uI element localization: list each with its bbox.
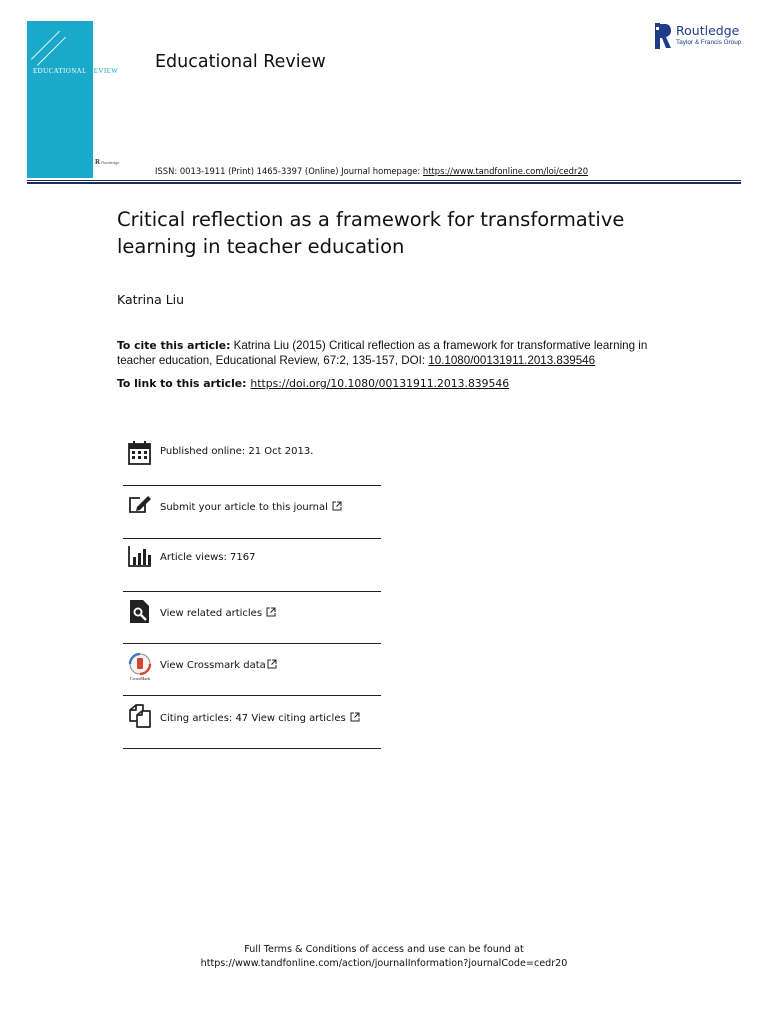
calendar-icon xyxy=(127,440,153,466)
external-link-icon xyxy=(266,607,276,617)
bar-chart-icon xyxy=(127,543,153,569)
journal-homepage-link[interactable]: https://www.tandfonline.com/loi/cedr20 xyxy=(422,166,589,176)
external-link-icon xyxy=(267,659,277,669)
journal-cover-thumbnail xyxy=(27,21,93,178)
info-separator xyxy=(123,591,381,592)
document-search-icon xyxy=(127,598,153,624)
terms-footer-url[interactable]: https://www.tandfonline.com/action/journalInformation?journalCode=cedr20 xyxy=(200,958,568,969)
publisher-name: Routledge xyxy=(676,23,740,38)
related-articles-row[interactable] xyxy=(123,594,381,646)
cover-publisher-name: Routledge xyxy=(101,160,120,165)
crossmark-link[interactable] xyxy=(160,659,277,671)
article-views-text: Article views: 7167 xyxy=(160,552,256,563)
routledge-logo-icon xyxy=(654,22,672,50)
article-link-label: To link to this article: xyxy=(117,377,247,390)
related-articles-text: View related articles xyxy=(160,608,263,619)
info-separator xyxy=(123,695,381,696)
issn-text: ISSN: 0013-1911 (Print) 1465-3397 (Online) Journal homepage: xyxy=(155,166,423,176)
info-separator xyxy=(123,538,381,539)
article-views-row xyxy=(123,540,381,592)
submit-article-link[interactable] xyxy=(160,501,342,513)
info-separator xyxy=(123,643,381,644)
article-link-line xyxy=(117,377,509,390)
routledge-logo[interactable] xyxy=(654,22,754,50)
citation-label: To cite this article: xyxy=(117,339,231,352)
submit-article-text: Submit your article to this journal xyxy=(160,502,328,513)
edit-icon xyxy=(127,492,153,518)
issn-line xyxy=(155,166,588,176)
published-online-row xyxy=(123,436,381,488)
header-rule xyxy=(27,180,741,181)
external-link-icon xyxy=(350,712,360,722)
article-author[interactable]: Katrina Liu xyxy=(117,292,185,307)
published-online-text: Published online: 21 Oct 2013. xyxy=(160,446,314,457)
terms-footer xyxy=(0,943,768,971)
citation-text: Katrina Liu (2015) Critical reflection as a framework for transformative learning in teacher education, Educational Review, 67:2, 135-157, DOI: xyxy=(117,339,648,367)
journal-name: Educational Review xyxy=(155,52,326,72)
info-separator xyxy=(123,485,381,486)
publisher-subtitle: Taylor & Francis Group xyxy=(676,39,742,46)
citing-articles-row[interactable] xyxy=(123,698,381,750)
cover-title xyxy=(33,67,118,75)
citation-doi-link[interactable]: 10.1080/00131911.2013.839546 xyxy=(428,354,596,367)
citing-articles-link[interactable] xyxy=(160,712,360,724)
cover-decoration xyxy=(37,37,66,66)
crossmark-icon xyxy=(125,652,155,682)
article-title: Critical reflection as a framework for transformative learning in teacher education xyxy=(117,208,625,258)
crossmark-row[interactable] xyxy=(123,646,381,698)
cover-publisher-mark: R Routledge xyxy=(95,158,120,166)
cover-side-strip xyxy=(93,21,121,178)
citation-block xyxy=(117,338,657,368)
terms-footer-line1: Full Terms & Conditions of access and use can be found at xyxy=(244,944,524,955)
crossmark-text: View Crossmark data xyxy=(160,660,266,671)
external-link-icon xyxy=(332,501,342,511)
article-doi-url[interactable]: https://doi.org/10.1080/00131911.2013.839546 xyxy=(250,377,510,390)
related-articles-link[interactable] xyxy=(160,607,276,619)
citing-articles-icon xyxy=(127,703,153,729)
info-separator xyxy=(123,748,381,749)
cover-title-left: EDUCATIONAL xyxy=(33,67,87,75)
header-rule-thick xyxy=(27,182,741,184)
submit-article-row[interactable] xyxy=(123,488,381,540)
citing-articles-text: Citing articles: 47 View citing articles xyxy=(160,713,346,724)
cover-title-right: REVIEW xyxy=(88,67,119,75)
crossmark-icon-label: CrossMark xyxy=(129,676,151,681)
